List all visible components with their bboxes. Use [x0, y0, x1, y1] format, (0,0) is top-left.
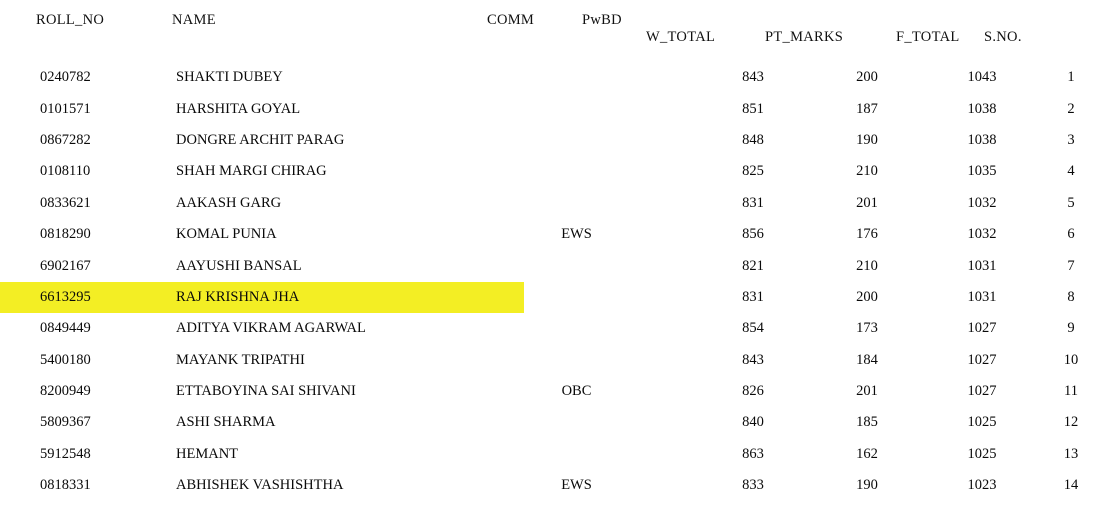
cell-f-total: 1038	[967, 131, 997, 148]
table-row	[0, 345, 1105, 376]
cell-w-total: 831	[742, 194, 764, 211]
results-table	[0, 62, 1105, 501]
cell-roll-no: 8200949	[40, 383, 91, 400]
cell-pt-marks: 201	[856, 383, 878, 400]
cell-f-total: 1027	[967, 320, 997, 337]
cell-s-no: 3	[1067, 131, 1075, 148]
column-header-pt-marks: PT_MARKS	[765, 29, 844, 45]
cell-s-no: 8	[1067, 288, 1075, 305]
cell-pwbd	[629, 313, 699, 344]
column-header-roll-no: ROLL_NO	[36, 12, 105, 28]
cell-roll-no: 0108110	[40, 163, 91, 180]
table-row	[0, 250, 1105, 281]
cell-s-no: 6	[1067, 226, 1075, 243]
cell-comm	[524, 62, 629, 93]
cell-comm	[524, 345, 629, 376]
cell-s-no: 13	[1063, 445, 1079, 462]
cell-comm: EWS	[561, 226, 592, 243]
cell-f-total: 1038	[967, 100, 997, 117]
cell-name: DONGRE ARCHIT PARAG	[176, 131, 345, 148]
column-header-comm: COMM	[487, 12, 535, 28]
table-row	[0, 313, 1105, 344]
cell-w-total: 840	[742, 414, 764, 431]
cell-comm: EWS	[561, 477, 592, 494]
cell-s-no: 4	[1067, 163, 1075, 180]
cell-w-total: 843	[742, 69, 764, 86]
cell-w-total: 848	[742, 131, 764, 148]
cell-name: ABHISHEK VASHISHTHA	[176, 477, 344, 494]
cell-s-no: 7	[1067, 257, 1075, 274]
table-row	[0, 156, 1105, 187]
cell-s-no: 1	[1067, 69, 1075, 86]
cell-name: AAYUSHI BANSAL	[176, 257, 302, 274]
cell-w-total: 863	[742, 445, 764, 462]
cell-f-total: 1031	[967, 288, 997, 305]
cell-comm	[524, 188, 629, 219]
cell-pwbd	[629, 470, 699, 501]
cell-w-total: 843	[742, 351, 764, 368]
column-header-pwbd: PwBD	[582, 12, 622, 28]
cell-pwbd	[629, 125, 699, 156]
cell-s-no: 5	[1067, 194, 1075, 211]
column-header-name: NAME	[172, 12, 216, 28]
cell-name: RAJ KRISHNA JHA	[176, 282, 524, 313]
cell-pwbd	[629, 376, 699, 407]
table-row	[0, 407, 1105, 438]
cell-pt-marks: 184	[856, 351, 878, 368]
cell-pwbd	[629, 188, 699, 219]
cell-f-total: 1023	[967, 477, 997, 494]
cell-pwbd	[629, 282, 699, 313]
cell-pt-marks: 162	[856, 445, 878, 462]
cell-roll-no: 5400180	[40, 351, 91, 368]
cell-w-total: 826	[742, 383, 764, 400]
cell-name: SHAH MARGI CHIRAG	[176, 163, 327, 180]
cell-roll-no: 0240782	[40, 69, 91, 86]
cell-name: KOMAL PUNIA	[176, 226, 277, 243]
cell-w-total: 831	[742, 288, 764, 305]
cell-f-total: 1025	[967, 414, 997, 431]
header-divider-rule	[18, 54, 1048, 55]
cell-comm: OBC	[561, 383, 592, 400]
cell-name: HARSHITA GOYAL	[176, 100, 301, 117]
table-row	[0, 188, 1105, 219]
cell-w-total: 825	[742, 163, 764, 180]
cell-f-total: 1032	[967, 226, 997, 243]
cell-pt-marks: 190	[856, 131, 878, 148]
cell-s-no: 10	[1063, 351, 1079, 368]
cell-pt-marks: 173	[856, 320, 878, 337]
cell-pt-marks: 201	[856, 194, 878, 211]
cell-pwbd	[629, 219, 699, 250]
table-row	[0, 125, 1105, 156]
cell-comm	[524, 250, 629, 281]
cell-w-total: 833	[742, 477, 764, 494]
cell-pt-marks: 210	[856, 163, 878, 180]
cell-roll-no: 0833621	[40, 194, 91, 211]
table-row	[0, 439, 1105, 470]
table-row	[0, 62, 1105, 93]
cell-pt-marks: 190	[856, 477, 878, 494]
cell-roll-no: 0818290	[40, 226, 91, 243]
cell-roll-no: 5912548	[40, 445, 91, 462]
cell-pwbd	[629, 439, 699, 470]
table-row	[0, 282, 1105, 313]
cell-pt-marks: 200	[856, 288, 878, 305]
cell-roll-no: 0867282	[40, 131, 91, 148]
cell-pwbd	[629, 62, 699, 93]
cell-pwbd	[629, 93, 699, 124]
column-header-f-total: F_TOTAL	[896, 29, 960, 45]
cell-w-total: 856	[742, 226, 764, 243]
cell-pt-marks: 200	[856, 69, 878, 86]
cell-roll-no: 5809367	[40, 414, 91, 431]
cell-f-total: 1025	[967, 445, 997, 462]
cell-name: SHAKTI DUBEY	[176, 69, 283, 86]
cell-name: AAKASH GARG	[176, 194, 282, 211]
cell-s-no: 9	[1067, 320, 1075, 337]
cell-name: ETTABOYINA SAI SHIVANI	[176, 383, 356, 400]
cell-roll-no: 0849449	[40, 320, 91, 337]
cell-comm	[524, 313, 629, 344]
cell-roll-no: 0101571	[40, 100, 91, 117]
cell-w-total: 854	[742, 320, 764, 337]
cell-s-no: 11	[1064, 383, 1078, 400]
cell-name: ADITYA VIKRAM AGARWAL	[176, 320, 366, 337]
cell-s-no: 2	[1067, 100, 1075, 117]
cell-s-no: 12	[1063, 414, 1079, 431]
cell-s-no: 14	[1063, 477, 1079, 494]
cell-pwbd	[629, 345, 699, 376]
cell-name: ASHI SHARMA	[176, 414, 276, 431]
cell-name: MAYANK TRIPATHI	[176, 351, 305, 368]
cell-w-total: 821	[742, 257, 764, 274]
cell-roll-no: 6902167	[40, 257, 91, 274]
cell-comm	[524, 125, 629, 156]
cell-comm	[524, 93, 629, 124]
column-header-w-total: W_TOTAL	[646, 29, 716, 45]
cell-f-total: 1027	[967, 383, 997, 400]
cell-comm	[524, 156, 629, 187]
cell-pwbd	[629, 407, 699, 438]
cell-w-total: 851	[742, 100, 764, 117]
column-header-s-no: S.NO.	[984, 29, 1022, 45]
cell-pt-marks: 185	[856, 414, 878, 431]
cell-roll-no: 0818331	[40, 477, 91, 494]
cell-pwbd	[629, 156, 699, 187]
cell-roll-no: 6613295	[0, 282, 176, 313]
cell-f-total: 1027	[967, 351, 997, 368]
table-row	[0, 470, 1105, 501]
cell-comm	[524, 439, 629, 470]
table-row	[0, 219, 1105, 250]
table-header	[0, 0, 1065, 62]
cell-pt-marks: 187	[856, 100, 878, 117]
cell-f-total: 1043	[967, 69, 997, 86]
table-row	[0, 93, 1105, 124]
cell-pwbd	[629, 250, 699, 281]
cell-pt-marks: 176	[856, 226, 878, 243]
cell-f-total: 1031	[967, 257, 997, 274]
table-row	[0, 376, 1105, 407]
cell-pt-marks: 210	[856, 257, 878, 274]
cell-f-total: 1032	[967, 194, 997, 211]
cell-f-total: 1035	[967, 163, 997, 180]
cell-comm	[524, 282, 629, 313]
cell-comm	[524, 407, 629, 438]
cell-name: HEMANT	[176, 445, 239, 462]
